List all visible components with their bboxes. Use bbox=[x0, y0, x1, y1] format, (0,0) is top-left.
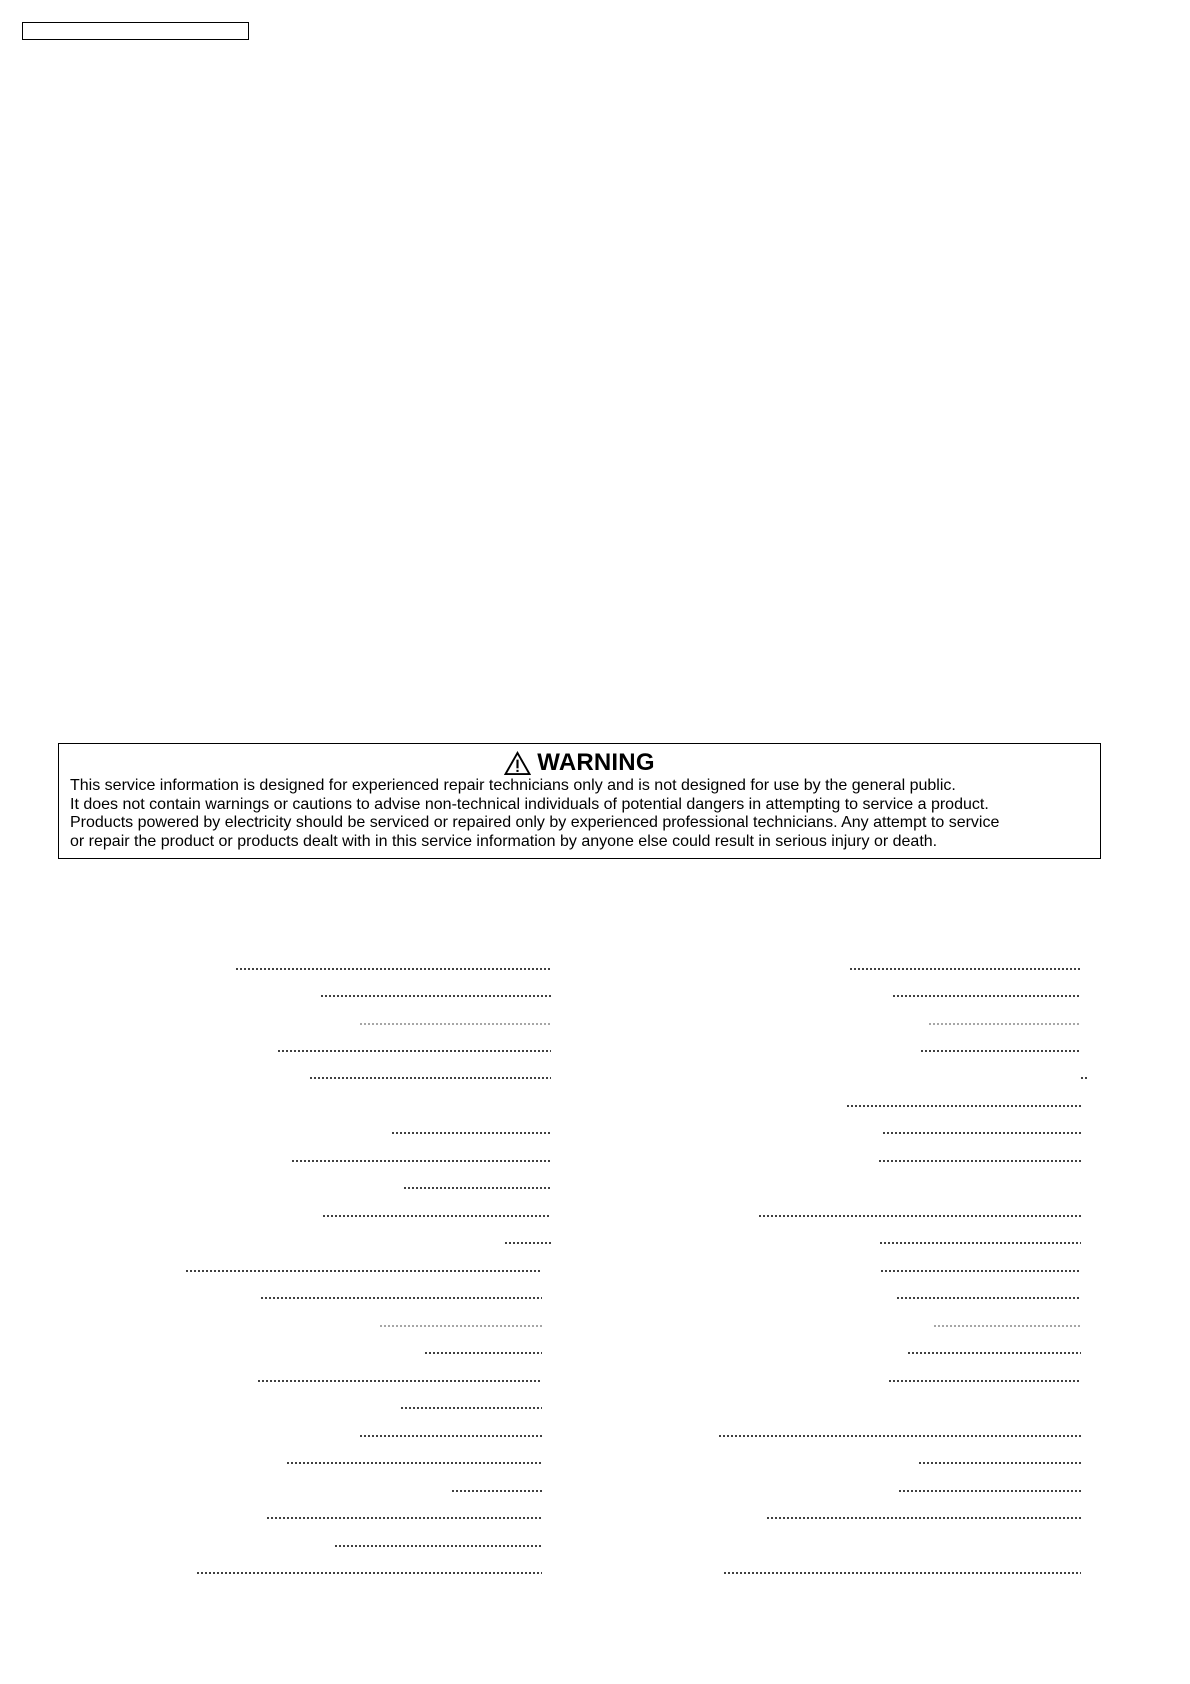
warning-box bbox=[58, 743, 1101, 859]
toc-leader bbox=[291, 1160, 551, 1162]
toc-leader bbox=[359, 1023, 551, 1025]
warning-line: or repair the product or products dealt with in this service information by anyone else could result in serious injury or death. bbox=[70, 832, 938, 850]
toc-leader bbox=[766, 1517, 1081, 1519]
warning-line: Products powered by electricity should be serviced or repaired only by experienced professional technicians. Any attempt to service bbox=[70, 814, 1000, 831]
toc-leader bbox=[888, 1380, 1081, 1382]
toc-leader bbox=[918, 1462, 1081, 1464]
toc-leader bbox=[277, 1050, 551, 1052]
warning-line: This service information is designed for experienced repair technicians only and is not designed for use by the general public. bbox=[70, 777, 956, 794]
warning-line: It does not contain warnings or cautions to advise non-technical individuals of potential dangers in attempting to service a product. bbox=[70, 795, 989, 813]
toc-leader bbox=[892, 995, 1081, 997]
toc-leader bbox=[882, 1132, 1081, 1134]
toc-leader bbox=[907, 1352, 1081, 1354]
toc-leader bbox=[391, 1132, 551, 1134]
warning-title: WARNING bbox=[537, 749, 655, 776]
toc-leader bbox=[504, 1242, 551, 1244]
toc-leader bbox=[933, 1325, 1081, 1327]
warning-triangle-icon bbox=[504, 751, 531, 776]
toc-leader bbox=[257, 1380, 542, 1382]
toc-leader bbox=[196, 1572, 542, 1574]
toc-leader bbox=[424, 1352, 542, 1354]
toc-leader bbox=[928, 1023, 1081, 1025]
toc-leader bbox=[286, 1462, 542, 1464]
toc-leader bbox=[920, 1050, 1081, 1052]
toc-leader bbox=[723, 1572, 1081, 1574]
header-model-box bbox=[22, 22, 249, 40]
toc-leader bbox=[451, 1490, 542, 1492]
toc-leader bbox=[359, 1435, 542, 1437]
toc-leader bbox=[878, 1160, 1081, 1162]
toc-leader bbox=[334, 1545, 542, 1547]
toc-leader bbox=[322, 1215, 551, 1217]
toc-leader bbox=[379, 1325, 542, 1327]
toc-leader bbox=[758, 1215, 1081, 1217]
warning-heading bbox=[59, 747, 1100, 779]
toc-leader bbox=[898, 1490, 1081, 1492]
toc-leader bbox=[400, 1407, 542, 1409]
toc-leader bbox=[879, 1242, 1081, 1244]
warning-text bbox=[70, 777, 1092, 851]
toc-leader bbox=[266, 1517, 542, 1519]
toc-leader bbox=[1080, 1077, 1088, 1079]
toc-leader bbox=[260, 1297, 542, 1299]
toc-leader bbox=[846, 1105, 1081, 1107]
toc-leader bbox=[849, 968, 1081, 970]
toc-leader bbox=[403, 1187, 551, 1189]
toc-leader bbox=[718, 1435, 1081, 1437]
toc-leader bbox=[235, 968, 551, 970]
toc-leader bbox=[896, 1297, 1081, 1299]
toc-leader bbox=[185, 1270, 542, 1272]
toc-leader bbox=[309, 1077, 551, 1079]
toc-leader bbox=[880, 1270, 1081, 1272]
toc-leader bbox=[320, 995, 551, 997]
